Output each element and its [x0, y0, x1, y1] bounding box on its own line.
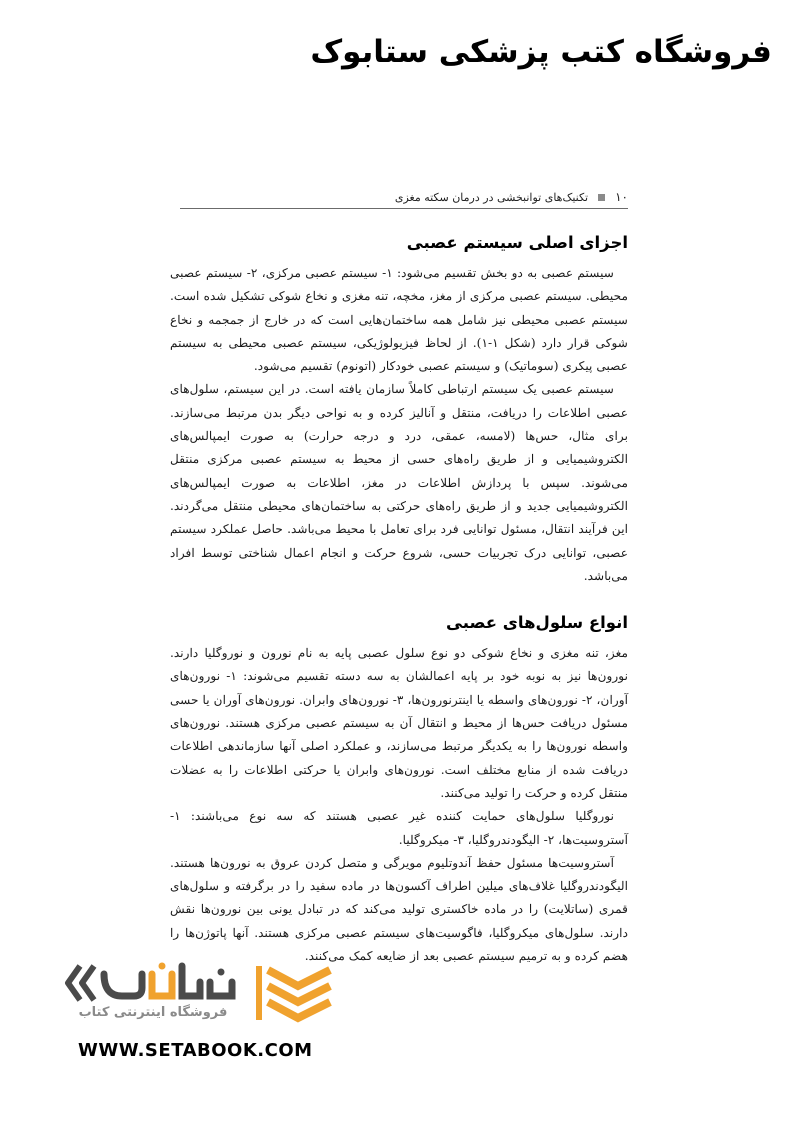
- square-bullet-icon: [598, 194, 605, 201]
- page-number: ۱۰: [615, 190, 628, 204]
- body-paragraph: سیستم عصبی به دو بخش تقسیم می‌شود: ۱- سیستم عصبی مرکزی، ۲- سیستم عصبی محیطی. سیستم عصبی مرکزی از مغز، مخچه، تنه مغزی و نخاع شوکی تشکیل شده است. سیستم عصبی محیطی نیز شامل همه ساختمان‌هایی است که در خارج از جمجمه و نخاع شوکی قرار دارد (شکل ۱-۱). از لحاظ فیزیولوژیکی، سیستم عصبی محیطی به سیستم عصبی پیکری (سوماتیک) و سیستم عصبی خودکار (اتونوم) تقسیم می‌شود.: [170, 266, 629, 374]
- page-body: [170, 228, 628, 968]
- body-paragraph: سیستم عصبی یک سیستم ارتباطی کاملاً سازمان یافته است. در این سیستم، سلول‌های عصبی اطلاعات را دریافت، منتقل و آنالیز کرده و به نواحی دیگر بدن مرتبط می‌سازند. برای مثال، حس‌ها (لامسه، عمقی، درد و درجه حرارت) به صورت ایمپالس‌های الکتروشیمیایی و از طریق راه‌های حسی از محیط به سیستم عصبی مرکزی منتقل می‌شوند. سپس با پردازش اطلاعات در مغز، اطلاعات به صورت ایمپالس‌های الکتروشیمیایی جدید و از طریق راه‌های حرکتی به ساختمان‌های محیطی منتقل می‌گردند. این فرآیند انتقال، مسئول توانایی فرد برای تعامل با محیط می‌باشد. حاصل عملکرد سیستم عصبی، توانایی درک تجربیات حسی، شروع حرکت و انجام اعمال شناختی توسط افراد می‌باشد.: [170, 382, 628, 583]
- body-paragraph: مغز، تنه مغزی و نخاع شوکی دو نوع سلول عصبی پایه به نام نورون و نوروگلیا دارند. نورون‌ها نیز به نوبه خود بر پایه اعمالشان به سه دسته تقسیم می‌شوند: ۱- نورون‌های آوران، ۲- نورون‌های واسطه یا اینترنورون‌ها، ۳- نورون‌های وابران. نورون‌های آوران یا حسی مسئول دریافت حس‌ها از محیط و انتقال آن به سیستم عصبی مرکزی هستند. نورون‌های واسطه نورون‌ها را به یکدیگر مرتبط می‌سازند، و عملکرد اصلی آنها سازماندهی اطلاعات دریافت شده از منابع مختلف است. نورون‌های وابران یا حرکتی اطلاعات را به عضلات منتقل کرده و حرکت را تولید می‌کنند.: [170, 646, 628, 800]
- running-head: [180, 186, 628, 209]
- book-chevron-emblem-icon: [256, 962, 334, 1024]
- setabook-wordmark-logo: [60, 960, 240, 1006]
- book-title: تکنیک‌های توانبخشی در درمان سکته مغزی: [394, 190, 589, 204]
- section-heading: اجزای اصلی سیستم عصبی: [406, 233, 628, 252]
- store-title: فروشگاه کتب پزشکی ستابوک: [310, 34, 772, 70]
- website-url: WWW.SETABOOK.COM: [78, 1040, 313, 1061]
- body-paragraph: آستروسیت‌ها مسئول حفظ آندوتلیوم مویرگی و متصل کردن عروق به نورون‌ها هستند. الیگودندروگلیا غلاف‌های میلین اطراف آکسون‌ها در ماده سفید را در برگرفته و سلول‌های قمری (ساتلایت) را در ماده خاکستری تولید می‌کند که در تبادل یونی بین نورون‌ها نقش دارند. سلول‌های میکروگلیا، فاگوسیت‌های سیستم عصبی مرکزی هستند. آنها پاتوژن‌ها را هضم کرده و به ترمیم سیستم عصبی بعد از ضایعه کمک می‌کنند.: [170, 855, 628, 964]
- logo-tagline: فروشگاه اینترنتی کتاب: [78, 1005, 228, 1020]
- body-paragraph: نوروگلیا سلول‌های حمایت کننده غیر عصبی هستند که سه نوع می‌باشند: ۱- آستروسیت‌ها، ۲- الیگودندروگلیا، ۳- میکروگلیا.: [170, 809, 628, 847]
- section-heading: انواع سلول‌های عصبی: [446, 613, 628, 633]
